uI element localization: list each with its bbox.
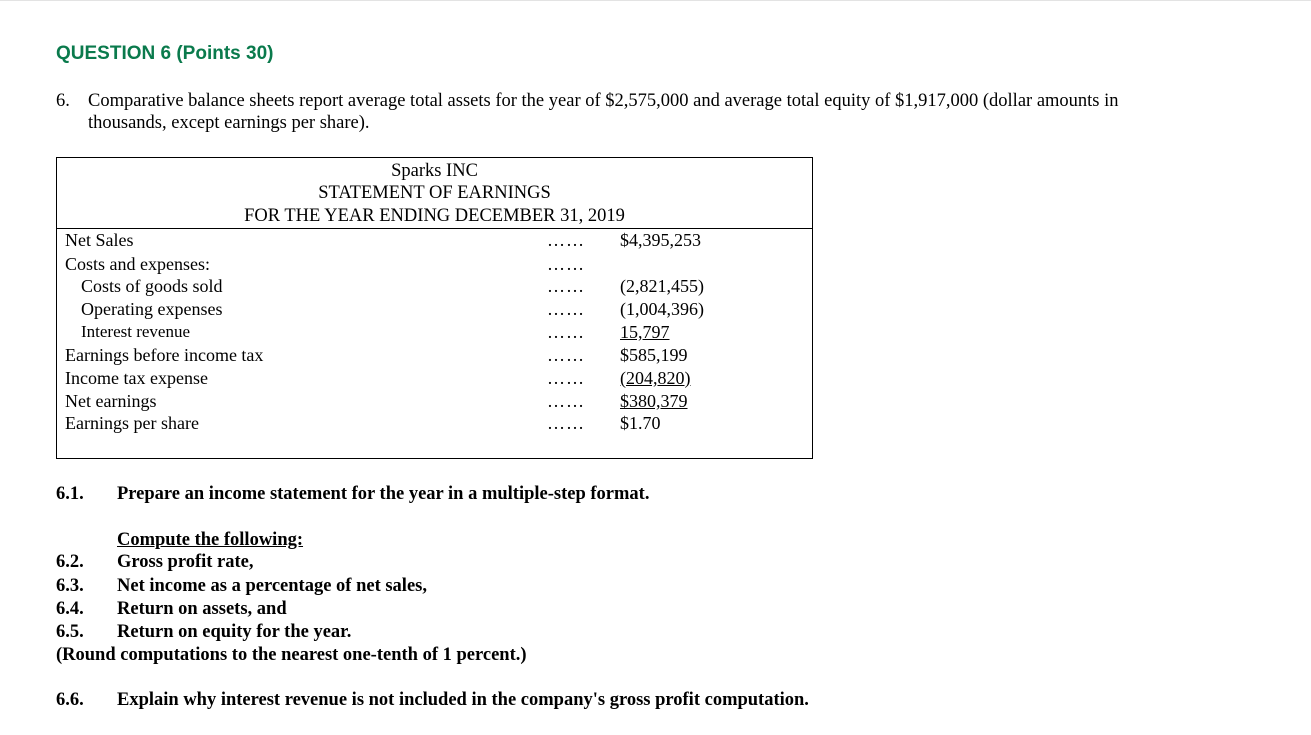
row-label: Net Sales	[65, 230, 134, 250]
row-amount: $1.70	[620, 413, 661, 433]
leader-dots: ……	[547, 345, 585, 365]
task-6-3	[0, 576, 1311, 600]
task-6-4	[0, 599, 1311, 623]
row-amount: (2,821,455)	[620, 276, 704, 296]
row-label: Net earnings	[65, 391, 157, 411]
compute-heading-text: Compute the following:	[117, 530, 304, 550]
intro-line-2: thousands, except earnings per share).	[88, 113, 370, 133]
row-amount: 15,797	[620, 322, 670, 342]
task-text: Net income as a percentage of net sales,	[117, 576, 427, 596]
row-amount: $380,379	[620, 391, 688, 411]
leader-dots: ……	[547, 276, 585, 296]
statement-row	[57, 276, 812, 298]
row-amount: $4,395,253	[620, 230, 701, 250]
task-text: Gross profit rate,	[117, 552, 254, 572]
leader-dots: ……	[547, 254, 585, 274]
task-6-5	[0, 622, 1311, 646]
leader-dots: ……	[547, 299, 585, 319]
question-intro-text	[88, 90, 1248, 134]
task-text: Prepare an income statement for the year in a multiple-step format.	[117, 484, 650, 504]
leader-dots: ……	[547, 322, 585, 342]
row-amount: (1,004,396)	[620, 299, 704, 319]
statement-row	[57, 254, 812, 276]
row-amount: $585,199	[620, 345, 688, 365]
statement-period: FOR THE YEAR ENDING DECEMBER 31, 2019	[244, 206, 625, 226]
header-divider	[57, 228, 812, 229]
task-text: Explain why interest revenue is not included in the company's gross profit computation.	[117, 690, 809, 710]
row-label: Costs of goods sold	[81, 276, 223, 296]
row-label: Earnings before income tax	[65, 345, 264, 365]
task-number: 6.1.	[56, 484, 84, 504]
task-6-6	[0, 690, 1311, 714]
row-label: Costs and expenses:	[65, 254, 210, 274]
question-header: QUESTION 6 (Points 30)	[56, 43, 274, 64]
question-number: 6.	[56, 91, 70, 111]
leader-dots: ……	[547, 391, 585, 411]
task-number: 6.2.	[56, 552, 84, 572]
task-6-2	[0, 552, 1311, 576]
rounding-note: (Round computations to the nearest one-tenth of 1 percent.)	[56, 645, 527, 665]
statement-row	[57, 368, 812, 390]
statement-row	[57, 413, 812, 435]
statement-row	[57, 322, 812, 344]
task-number: 6.3.	[56, 576, 84, 596]
leader-dots: ……	[547, 230, 585, 250]
statement-row	[57, 391, 812, 413]
leader-dots: ……	[547, 368, 585, 388]
row-label: Income tax expense	[65, 368, 208, 388]
statement-row	[57, 230, 812, 252]
row-label: Operating expenses	[81, 299, 223, 319]
page-top-border	[0, 0, 1311, 1]
statement-company: Sparks INC	[391, 161, 478, 181]
leader-dots: ……	[547, 413, 585, 433]
intro-line-1: Comparative balance sheets report average total assets for the year of $2,575,000 and average total equity of $1,917,000 (dollar amounts in	[88, 91, 1119, 111]
task-number: 6.4.	[56, 599, 84, 619]
task-text: Return on assets, and	[117, 599, 287, 619]
compute-heading	[117, 530, 303, 551]
task-text: Return on equity for the year.	[117, 622, 352, 642]
row-amount: (204,820)	[620, 368, 691, 388]
statement-row	[57, 299, 812, 321]
row-label: Earnings per share	[65, 413, 199, 433]
task-number: 6.6.	[56, 690, 84, 710]
statement-of-earnings-table	[56, 157, 813, 459]
statement-row	[57, 345, 812, 367]
row-label: Interest revenue	[81, 322, 191, 341]
statement-title: STATEMENT OF EARNINGS	[318, 183, 551, 203]
task-number: 6.5.	[56, 622, 84, 642]
task-6-1	[0, 484, 1311, 508]
